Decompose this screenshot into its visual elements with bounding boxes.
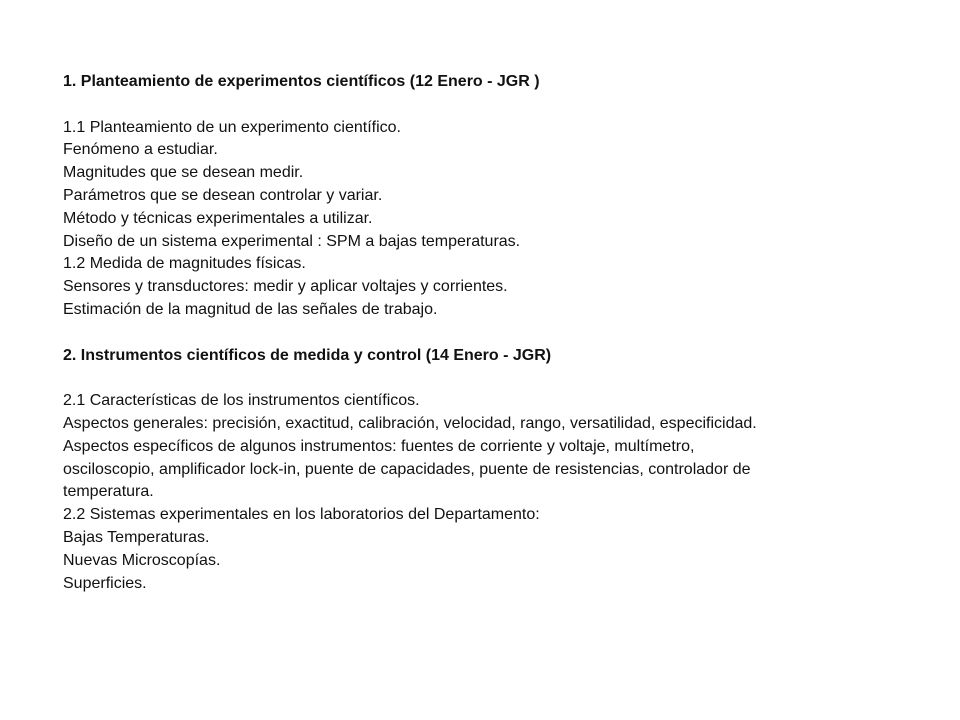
section-2-line: 2.1 Características de los instrumentos científicos. xyxy=(63,392,420,410)
section-2-heading: 2. Instrumentos científicos de medida y control (14 Enero - JGR) xyxy=(63,346,552,364)
section-2-line: osciloscopio, amplificador lock-in, puente de capacidades, puente de resistencias, controlador de xyxy=(63,460,751,478)
section-2-line: 2.2 Sistemas experimentales en los laboratorios del Departamento: xyxy=(63,506,540,524)
slide-content xyxy=(63,71,943,595)
section-2-line: Superficies. xyxy=(63,574,147,592)
section-1-line: 1.2 Medida de magnitudes físicas. xyxy=(63,255,306,273)
section-1-line: Método y técnicas experimentales a utilizar. xyxy=(63,209,373,227)
section-1-line: Magnitudes que se desean medir. xyxy=(63,164,304,182)
section-2-line: Aspectos específicos de algunos instrumentos: fuentes de corriente y voltaje, multímetro, xyxy=(63,437,695,455)
section-1-line: Parámetros que se desean controlar y variar. xyxy=(63,186,383,204)
spacer xyxy=(63,94,943,117)
section-2-line: Bajas Temperaturas. xyxy=(63,528,210,546)
spacer xyxy=(63,367,943,390)
section-1-line: Fenómeno a estudiar. xyxy=(63,141,218,159)
section-1-line: Diseño de un sistema experimental : SPM a bajas temperaturas. xyxy=(63,232,521,250)
section-2-line: temperatura. xyxy=(63,483,154,501)
section-1-heading: 1. Planteamiento de experimentos científicos (12 Enero - JGR ) xyxy=(63,73,540,90)
section-1-line: Estimación de la magnitud de las señales de trabajo. xyxy=(63,300,438,318)
spacer xyxy=(63,322,943,345)
section-2-line: Aspectos generales: precisión, exactitud, calibración, velocidad, rango, versatilidad, especificidad. xyxy=(63,414,757,432)
section-2-line: Nuevas Microscopías. xyxy=(63,551,221,569)
section-1-line: Sensores y transductores: medir y aplicar voltajes y corrientes. xyxy=(63,278,508,296)
section-1-line: 1.1 Planteamiento de un experimento científico. xyxy=(63,118,401,136)
